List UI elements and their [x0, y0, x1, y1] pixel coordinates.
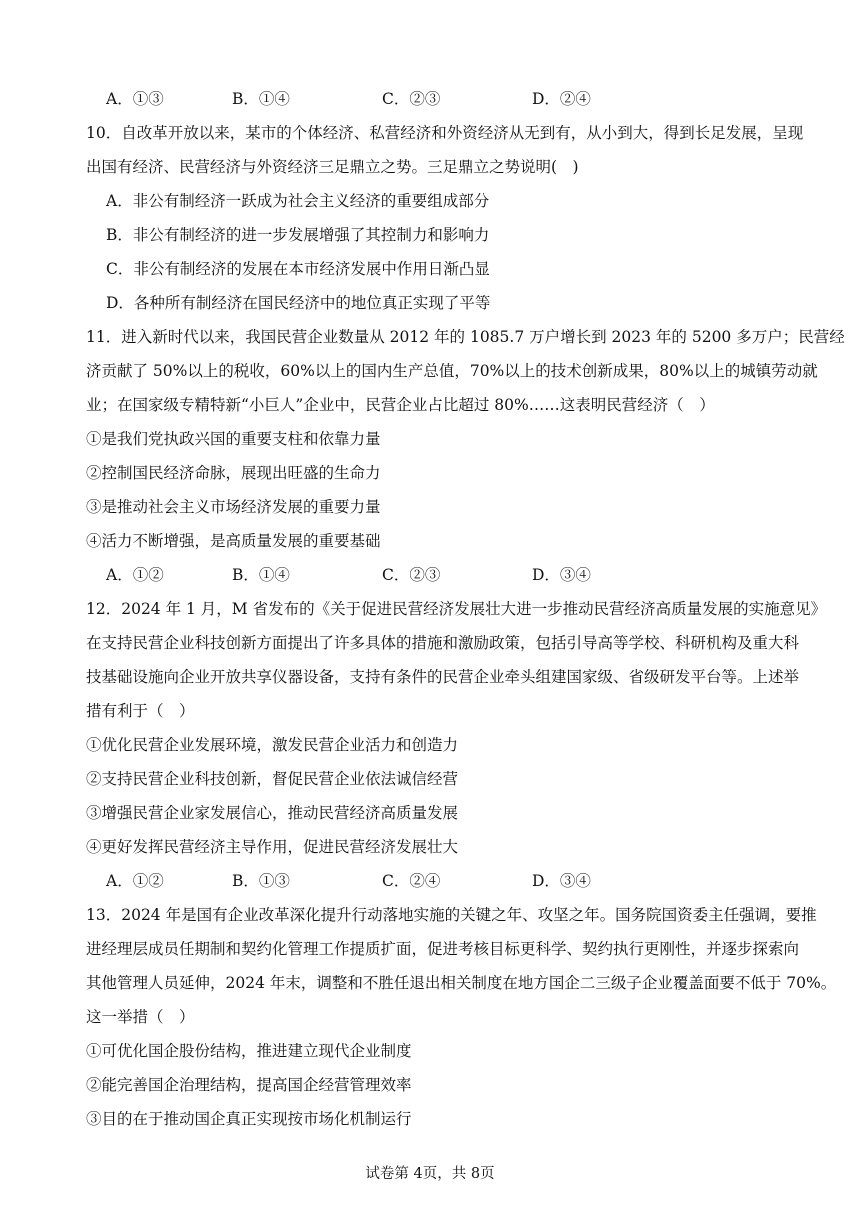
- question-stem-line: 出国有经济、民营经济与外资经济三足鼎立之势。三足鼎立之势说明( ): [86, 158, 579, 176]
- statement-item: ②控制国民经济命脉，展现出旺盛的生命力: [86, 464, 381, 482]
- option-d: D．②④: [532, 90, 591, 108]
- option-c: C．非公有制经济的发展在本市经济发展中作用日渐凸显: [106, 260, 490, 278]
- statement-item: ④更好发挥民营经济主导作用，促进民营经济发展壮大: [86, 838, 459, 856]
- question-stem-line: 10．自改革开放以来，某市的个体经济、私营经济和外资经济从无到有，从小到大，得到长足发展，呈现: [86, 124, 804, 142]
- option-c: C．②③: [382, 90, 441, 108]
- statement-item: ③目的在于推动国企真正实现按市场化机制运行: [86, 1110, 412, 1128]
- question-stem-line: 在支持民营企业科技创新方面提出了许多具体的措施和激励政策，包括引导高等学校、科研机构及重大科: [86, 634, 800, 652]
- statement-item: ①是我们党执政兴国的重要支柱和依靠力量: [86, 430, 381, 448]
- option-b: B．①④: [232, 90, 290, 108]
- statement-item: ②能完善国企治理结构，提高国企经营管理效率: [86, 1076, 412, 1094]
- statement-item: ③是推动社会主义市场经济发展的重要力量: [86, 498, 381, 516]
- question-stem-line: 12．2024 年 1 月，M 省发布的《关于促进民营经济发展壮大进一步推动民营经济高质量发展的实施意见》: [86, 600, 827, 618]
- question-stem-line: 业；在国家级专精特新“小巨人”企业中，民营企业占比超过 80%……这表明民营经济（ ）: [86, 396, 715, 414]
- statement-item: ③增强民营企业家发展信心，推动民营经济高质量发展: [86, 804, 459, 822]
- option-d: D．③④: [532, 872, 591, 890]
- statement-item: ④活力不断增强，是高质量发展的重要基础: [86, 532, 381, 550]
- option-a: A．非公有制经济一跃成为社会主义经济的重要组成部分: [106, 192, 490, 210]
- option-b: B．①③: [232, 872, 290, 890]
- question-stem-line: 技基础设施向企业开放共享仪器设备，支持有条件的民营企业牵头组建国家级、省级研发平台等。上述举: [86, 668, 800, 686]
- option-a: A．①②: [106, 566, 164, 584]
- question-stem-line: 11．进入新时代以来，我国民营企业数量从 2012 年的 1085.7 万户增长到 2023 年的 5200 多万户；民营经: [86, 328, 845, 346]
- statement-item: ①优化民营企业发展环境，激发民营企业活力和创造力: [86, 736, 459, 754]
- statement-item: ①可优化国企股份结构，推进建立现代企业制度: [86, 1042, 412, 1060]
- option-b: B．①④: [232, 566, 290, 584]
- option-c: C．②④: [382, 872, 441, 890]
- option-a: A．①③: [106, 90, 164, 108]
- question-stem-line: 这一举措（ ）: [86, 1008, 195, 1026]
- question-stem-line: 13．2024 年是国有企业改革深化提升行动落地实施的关键之年、攻坚之年。国务院国资委主任强调，要推: [86, 906, 817, 924]
- statement-item: ②支持民营企业科技创新，督促民营企业依法诚信经营: [86, 770, 459, 788]
- question-stem-line: 进经理层成员任期制和契约化管理工作提质扩面，促进考核目标更科学、契约执行更刚性，并逐步探索向: [86, 940, 800, 958]
- option-c: C．②③: [382, 566, 441, 584]
- page-footer: 试卷第 4页，共 8页: [365, 1166, 495, 1182]
- question-stem-line: 济贡献了 50%以上的税收，60%以上的国内生产总值，70%以上的技术创新成果，80%以上的城镇劳动就: [86, 362, 818, 380]
- option-b: B．非公有制经济的进一步发展增强了其控制力和影响力: [106, 226, 490, 244]
- option-a: A．①②: [106, 872, 164, 890]
- option-d: D．各种所有制经济在国民经济中的地位真正实现了平等: [106, 294, 491, 312]
- option-d: D．③④: [532, 566, 591, 584]
- question-stem-line: 措有利于（ ）: [86, 702, 195, 720]
- question-stem-line: 其他管理人员延伸，2024 年末，调整和不胜任退出相关制度在地方国企二三级子企业覆盖面要不低于 70%。: [86, 974, 837, 992]
